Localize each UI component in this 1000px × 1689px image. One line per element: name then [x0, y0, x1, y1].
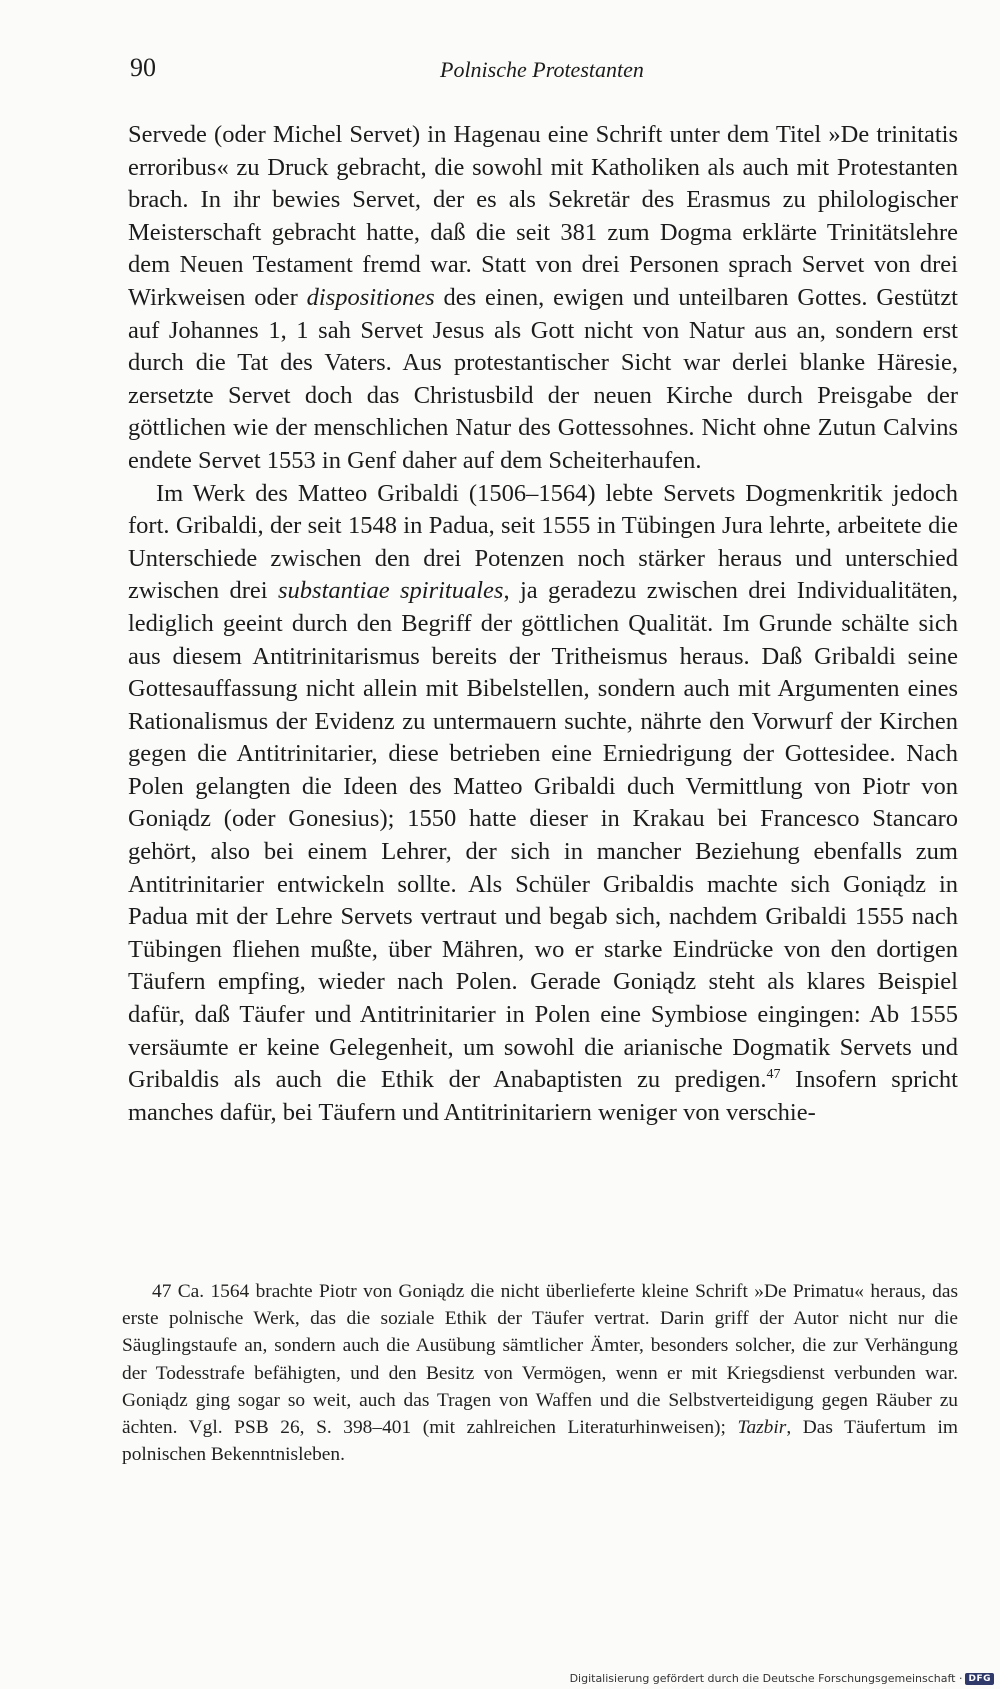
running-title: Polnische Protestanten [440, 57, 644, 82]
text-run: , Das Täufertum im polnischen Bekenntnisleben. [122, 1417, 959, 1466]
page-number: 90 [130, 53, 156, 82]
text-run: , ja geradezu zwischen drei Individualitäten, lediglich geeint durch den Begriff der göttlichen Qualität. Im Grunde schälte sich aus diesem Antitrinitarismus bereits der Tritheismus heraus. Daß Gribaldi seine Gottesauffassung nicht allein mit Bibelstellen, sondern auch mit Argumenten eines Rationalismus der Evidenz zu untermauern suchte, nährte den Vorwurf der Kirchen gegen die Antitrinitarier, diese betrieben eine Erniedrigung der Gottesidee. Nach Polen gelangten die Ideen des Matteo Gribaldi duch Vermittlung von Piotr von Goniądz (oder Gonesius); 1550 hatte dieser in Krakau bei Francesco Stancaro gehört, also bei einem Lehrer, der sich in mancher Beziehung ebenfalls zum Antitrinitarier entwickeln sollte. Als Schüler Gribaldis machte sich Goniądz in Padua mit der Lehre Servets vertraut und begab sich, nachdem Gribaldi 1555 nach Tübingen fliehen mußte, über Mähren, wo er starke Eindrücke von den dortigen Täufern empfing, wieder nach Polen. Gerade Goniądz steht als klares Beispiel dafür, daß Täufer und Antitrinitarier in Polen eine Symbiose eingingen: Ab 1555 versäumte er keine Gelegenheit, um sowohl die arianische Dogmatik Servets und Gribaldis als auch die Ethik der Anabaptisten zu predigen. [128, 577, 959, 1094]
italic-term: substantiae spirituales [278, 577, 504, 605]
text-run: 47 Ca. 1564 brachte Piotr von Goniądz die nicht überlieferte kleine Schrift »De Primatu« heraus, das erste polnische Werk, das die soziale Ethik der Täufer vertrat. Darin griff der Autor nicht nur die Säuglingstaufe an, sondern auch die Ausübung sämtlicher Ämter, besonders solcher, die zur Verhängung der Todesstrafe befähigten, und den Besitz von Vermögen, wenn er mit Kriegsdienst verbunden war. Goniądz ging sogar so weit, auch das Tragen von Waffen und die Selbstverteidigung gegen Räuber zu ächten. Vgl. PSB 26, S. 398–401 (mit zahlreichen Literaturhinweisen); [122, 1281, 958, 1439]
paragraph [128, 119, 958, 478]
digitization-credit [570, 1672, 994, 1685]
footnote-47 [122, 1278, 958, 1468]
digitization-text: Digitalisierung gefördert durch die Deutsche Forschungsgemeinschaft · [569, 1672, 963, 1685]
text-run: Servede (oder Michel Servet) in Hagenau eine Schrift unter dem Titel »De trinitatis erroribus« zu Druck gebracht, die sowohl mit Katholiken als auch mit Protestanten brach. In ihr bewies Servet, der es als Sekretär des Erasmus zu philologischer Meisterschaft gebracht hatte, daß die seit 381 zum Dogma erklärte Trinitätslehre dem Neuen Testament fremd war. Statt von drei Personen sprach Servet von drei Wirkweisen oder [128, 121, 958, 311]
dfg-logo: DFG [965, 1673, 994, 1685]
italic-term: dispositiones [306, 283, 435, 311]
footnote-reference[interactable]: 47 [766, 1067, 781, 1083]
text-run: Im Werk des Matteo Gribaldi (1506–1564) lebte Servets Dogmenkritik jedoch fort. Gribaldi, der seit 1548 in Padua, seit 1555 in Tübingen Jura lehrte, arbeitete die Unterschiede zwischen den drei Potenzen noch stärker heraus und unterschied zwischen drei [128, 479, 958, 605]
body-text [128, 119, 958, 1129]
text-run: Insofern spricht manches dafür, bei Täufern und Antitrinitariern weniger von verschie- [128, 1066, 958, 1126]
italic-author: Tazbir [737, 1417, 787, 1439]
text-run: des einen, ewigen und unteilbaren Gottes. Gestützt auf Johannes 1, 1 sah Servet Jesus als Gott nicht von Natur aus an, sondern erst durch die Tat des Vaters. Aus protestantischer Sicht war derlei blanke Häresie, zersetzte Servet doch das Christusbild der neuen Kirche durch Preisgabe der göttlichen wie der menschlichen Natur des Gottessohnes. Nicht ohne Zutun Calvins endete Servet 1553 in Genf daher auf dem Scheiterhaufen. [128, 283, 958, 474]
paragraph [128, 478, 958, 1130]
page-header [130, 52, 954, 88]
